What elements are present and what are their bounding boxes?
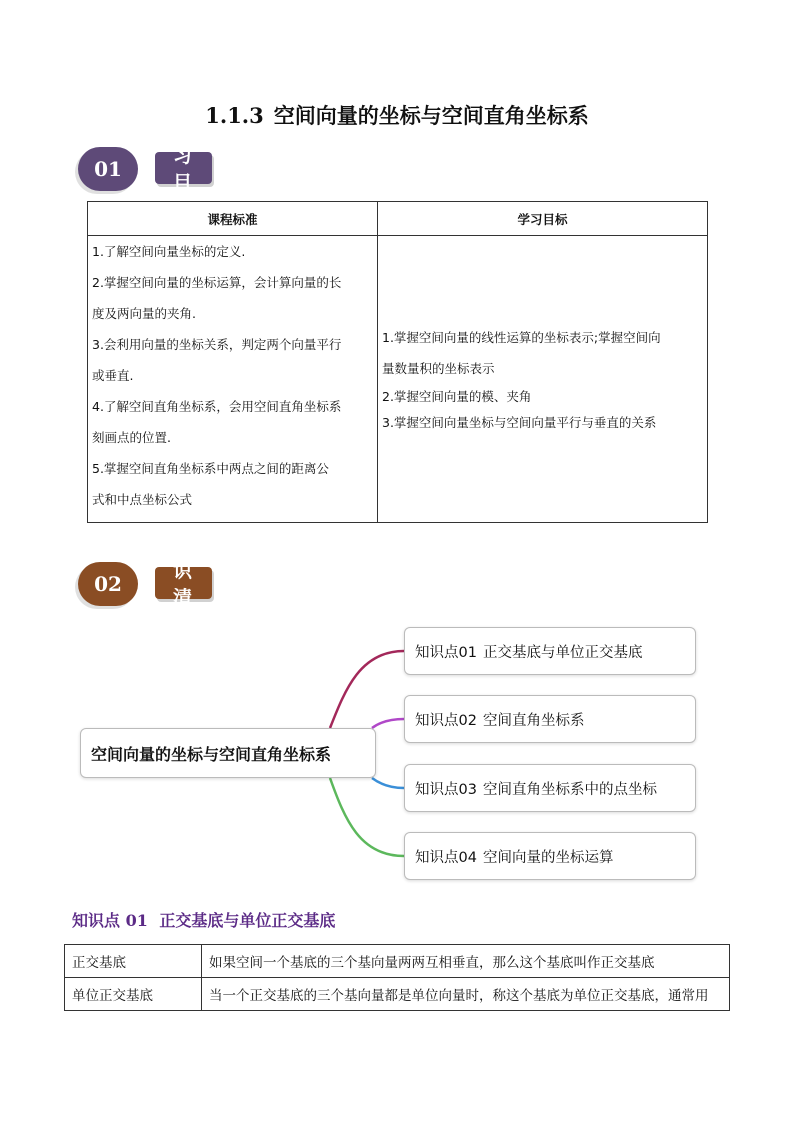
section-number: 02 (78, 562, 138, 606)
mindmap-node-2 (404, 695, 696, 743)
section-label: 知识清单 (155, 567, 212, 599)
term-cell: 正交基底 (65, 945, 202, 978)
knowledge-heading-text: 正交基底与单位正交基底 (159, 911, 336, 930)
section-number: 01 (78, 147, 138, 191)
node-text: 空间直角坐标系 (482, 712, 585, 729)
standard-line: 1.了解空间向量坐标的定义. (92, 244, 246, 259)
standard-line: 刻画点的位置. (92, 430, 171, 445)
knowledge-heading (72, 908, 335, 931)
table-row (65, 978, 730, 1011)
objective-line: 3.掌握空间向量坐标与空间向量平行与垂直的关系 (382, 415, 657, 430)
connector-1 (330, 651, 404, 728)
mindmap-root: 空间向量的坐标与空间直角坐标系 (80, 728, 376, 778)
mindmap-node-1 (404, 627, 696, 675)
definition-cell: 如果空间一个基底的三个基向量两两互相垂直，那么这个基底叫作正交基底 (202, 945, 730, 978)
connector-3 (372, 778, 404, 788)
connector-4 (330, 778, 404, 856)
definitions-table (64, 944, 730, 1011)
standard-line: 3.会利用向量的坐标关系，判定两个向量平行 (92, 337, 342, 352)
standard-line: 度及两向量的夹角. (92, 306, 196, 321)
standard-line: 2.掌握空间向量的坐标运算，会计算向量的长 (92, 275, 342, 290)
node-label: 知识点03 (415, 781, 477, 798)
node-text: 空间向量的坐标运算 (482, 849, 614, 866)
term-cell: 单位正交基底 (65, 978, 202, 1011)
connector-2 (372, 719, 404, 728)
title-number: 1.1.3 (205, 103, 264, 128)
header-standards: 课程标准 (88, 202, 378, 236)
objective-line: 量数量积的坐标表示 (382, 361, 495, 376)
header-objectives: 学习目标 (378, 202, 708, 236)
standard-line: 式和中点坐标公式 (92, 492, 193, 507)
objective-line: 2.掌握空间向量的模、夹角 (382, 389, 532, 404)
standard-line: 4.了解空间直角坐标系，会用空间直角坐标系 (92, 399, 342, 414)
title-text: 空间向量的坐标与空间直角坐标系 (273, 103, 589, 128)
mindmap-node-4 (404, 832, 696, 880)
node-text: 空间直角坐标系中的点坐标 (482, 781, 657, 798)
section-label: 学习目标 (155, 152, 212, 184)
definition-cell: 当一个正交基底的三个基向量都是单位向量时，称这个基底为单位正交基底，通常用 (202, 978, 730, 1011)
standard-line: 或垂直. (92, 368, 134, 383)
objective-line: 1.掌握空间向量的线性运算的坐标表示;掌握空间向 (382, 330, 661, 345)
node-label: 知识点04 (415, 849, 477, 866)
standard-line: 5.掌握空间直角坐标系中两点之间的距离公 (92, 461, 329, 476)
node-label: 知识点01 (415, 644, 477, 661)
node-label: 知识点02 (415, 712, 477, 729)
mindmap-node-3 (404, 764, 696, 812)
table-row (65, 945, 730, 978)
node-text: 正交基底与单位正交基底 (482, 644, 643, 661)
knowledge-heading-prefix: 知识点 01 (72, 911, 148, 930)
